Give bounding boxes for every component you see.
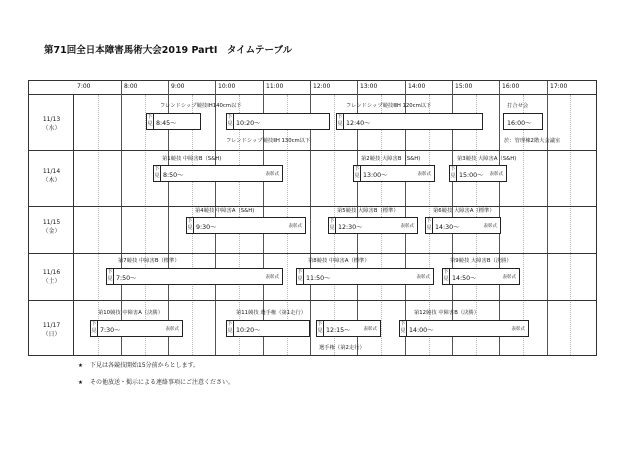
event-label: 第7競技 中障害B（標準） (118, 258, 180, 264)
event-bar (425, 217, 501, 234)
event-label: 第4競技 中障害A（S&H) (195, 208, 255, 214)
day-label: 11/13 （水） (42, 116, 61, 132)
event-bar (226, 320, 310, 337)
yoshu-mark: 下 見 (329, 218, 336, 233)
event-time: 16:00～ (507, 120, 532, 127)
hour-label: 9:00 (171, 83, 185, 90)
event-label: 選手権（第2走行） (319, 345, 365, 351)
page-title: 第71回全日本障害馬術大会2019 PartⅠ タイムテーブル (44, 45, 293, 56)
event-label: 第8競技 中障害A（標準） (308, 258, 370, 264)
event-bar (153, 165, 283, 182)
award-ceremony: 表彰式 (502, 275, 516, 280)
footnote: ★ 下見は各競技開始15分前からとします。 (78, 362, 200, 369)
footnote: ★ その他放送・掲示による連絡事項にご注意ください。 (78, 379, 235, 386)
day-label: 11/14 （木） (42, 168, 61, 184)
event-bar (186, 217, 306, 234)
event-bar (316, 320, 381, 337)
event-label: フレンドシップ競技ⅢH 120cm以下 (346, 103, 432, 109)
award-ceremony: 表彰式 (511, 327, 525, 332)
row-divider (29, 300, 596, 301)
yoshu-mark: 下 見 (400, 321, 407, 336)
event-label: 第9競技 大障害B（決勝） (450, 258, 512, 264)
hour-label: 7:00 (77, 83, 91, 90)
half-hour-line (570, 95, 571, 355)
yoshu-mark: 下 見 (317, 321, 324, 336)
event-bar (442, 268, 520, 285)
event-time: 11:50～ (306, 275, 331, 282)
event-bar (399, 320, 529, 337)
yoshu-mark: 下 見 (187, 218, 194, 233)
award-ceremony: 表彰式 (400, 224, 414, 229)
yoshu-mark: 下 見 (107, 269, 114, 284)
event-label: フレンドシップ競技ⅡH 130cm以下 (226, 138, 311, 144)
event-label: 於：管理棟2階大会議室 (504, 138, 561, 144)
hour-label: 15:00 (455, 83, 473, 90)
event-time: 7:50～ (116, 275, 137, 282)
note-star-icon: ★ (78, 380, 83, 386)
event-time: 10:20～ (236, 327, 261, 334)
event-label: 第12競技 中障害B（決勝） (414, 310, 480, 316)
hour-line (547, 81, 548, 355)
event-label: 第10競技 中障害A（決勝） (98, 310, 164, 316)
hour-label: 8:00 (124, 83, 138, 90)
hour-label: 11:00 (266, 83, 284, 90)
half-hour-line (98, 95, 99, 355)
award-ceremony: 表彰式 (417, 172, 431, 177)
event-time: 12:40～ (346, 120, 371, 127)
award-ceremony: 表彰式 (165, 327, 179, 332)
day-label: 11/15 （金） (42, 219, 61, 235)
event-label: 第11競技 選手権（第1走行） (236, 310, 307, 316)
yoshu-mark: 下 見 (91, 321, 98, 336)
event-time: 10:20～ (236, 120, 261, 127)
award-ceremony: 表彰式 (483, 224, 497, 229)
yoshu-mark: 下 見 (426, 218, 433, 233)
hour-label: 10:00 (218, 83, 236, 90)
yoshu-mark: 下 見 (337, 114, 344, 129)
event-time: 9:30～ (196, 224, 217, 231)
award-ceremony: 表彰式 (489, 172, 503, 177)
row-divider (29, 253, 596, 254)
hour-label: 16:00 (502, 83, 520, 90)
yoshu-mark: 下 見 (227, 114, 234, 129)
event-time: 12:15～ (326, 327, 351, 334)
event-time: 14:00～ (409, 327, 434, 334)
event-bar (146, 113, 201, 130)
event-bar (296, 268, 434, 285)
hour-label: 12:00 (313, 83, 331, 90)
event-label: 第5競技 大障害B（標準） (337, 208, 399, 214)
event-label: 第3競技 大障害A（S&H) (457, 156, 517, 162)
time-header (29, 81, 596, 95)
yoshu-mark: 下 見 (354, 166, 361, 181)
half-hour-line (523, 95, 524, 355)
event-time: 8:50～ (163, 172, 184, 179)
hour-label: 17:00 (550, 83, 568, 90)
timetable-grid (28, 80, 597, 356)
yoshu-mark: 下 見 (147, 114, 154, 129)
event-bar (353, 165, 435, 182)
event-bar (106, 268, 283, 285)
award-ceremony: 表彰式 (363, 327, 377, 332)
yoshu-mark: 下 見 (227, 321, 234, 336)
event-time: 7:30～ (100, 327, 121, 334)
award-ceremony: 表彰式 (288, 224, 302, 229)
event-bar (503, 113, 543, 130)
event-bar (328, 217, 418, 234)
event-time: 14:50～ (452, 275, 477, 282)
row-divider (29, 150, 596, 151)
award-ceremony: 表彰式 (265, 172, 279, 177)
hour-label: 13:00 (360, 83, 378, 90)
event-time: 12:30～ (338, 224, 363, 231)
event-label: フレンドシップ競技ⅠH140cm以下 (160, 103, 242, 109)
row-divider (29, 206, 596, 207)
day-label: 11/16 （土） (42, 269, 61, 285)
event-label: 第6競技 大障害A（標準） (433, 208, 495, 214)
award-ceremony: 表彰式 (265, 275, 279, 280)
event-time: 14:30～ (435, 224, 460, 231)
event-bar (449, 165, 507, 182)
yoshu-mark: 下 見 (154, 166, 161, 181)
day-label: 11/17 （日） (42, 322, 61, 338)
event-time: 13:00～ (363, 172, 388, 179)
hour-label: 14:00 (408, 83, 426, 90)
yoshu-mark: 下 見 (297, 269, 304, 284)
half-hour-line (145, 95, 146, 355)
event-bar (90, 320, 183, 337)
event-time: 15:00～ (459, 172, 484, 179)
event-bar (336, 113, 483, 130)
yoshu-mark: 下 見 (450, 166, 457, 181)
event-label: 第1競技 中障害B（S&H) (162, 156, 222, 162)
event-label: 第2競技 大障害B（S&H) (361, 156, 421, 162)
event-bar (226, 113, 330, 130)
note-star-icon: ★ (78, 363, 83, 369)
yoshu-mark: 下 見 (443, 269, 450, 284)
award-ceremony: 表彰式 (416, 275, 430, 280)
event-label: 打合せ会 (507, 103, 529, 109)
event-time: 8:45～ (156, 120, 177, 127)
